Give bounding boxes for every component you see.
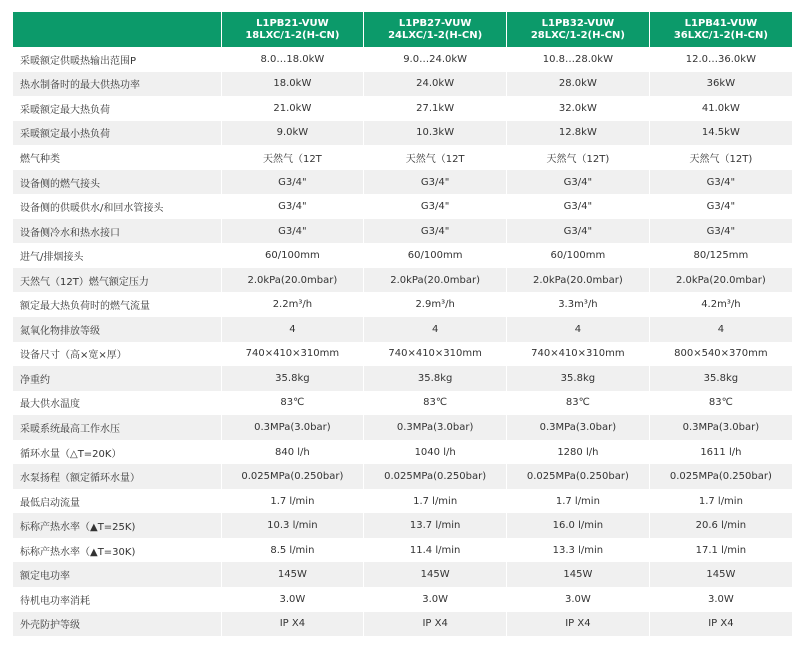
cell-value: 1.7 l/min (364, 489, 507, 514)
cell-value: 0.025MPa(0.250bar) (364, 464, 507, 489)
table-row (13, 243, 792, 268)
table-row (13, 292, 792, 317)
header-row (13, 12, 792, 47)
table-row (13, 587, 792, 612)
cell-value: 13.3 l/min (507, 538, 650, 563)
table-row (13, 145, 792, 170)
cell-value: 24.0kW (364, 72, 507, 97)
cell-value: 天然气（12T) (507, 145, 650, 170)
cell-value: 80/125mm (649, 243, 792, 268)
cell-value: 41.0kW (649, 96, 792, 121)
cell-value: 28.0kW (507, 72, 650, 97)
cell-value: 1.7 l/min (221, 489, 364, 514)
row-label: 待机电功率消耗 (13, 587, 221, 612)
model-variant: 24LXC/1-2(H-CN) (388, 29, 483, 41)
model-header (364, 12, 507, 47)
cell-value: 145W (364, 562, 507, 587)
row-label: 设备侧冷水和热水接口 (13, 219, 221, 244)
cell-value: 2.2m³/h (221, 292, 364, 317)
table-row (13, 342, 792, 367)
table-row (13, 72, 792, 97)
cell-value: 36kW (649, 72, 792, 97)
cell-value: 天然气（12T) (649, 145, 792, 170)
cell-value: 83℃ (221, 391, 364, 416)
row-label: 天然气（12T）燃气额定压力 (13, 268, 221, 293)
cell-value: 83℃ (364, 391, 507, 416)
row-label: 设备尺寸（高×宽×厚） (13, 342, 221, 367)
cell-value: 3.0W (364, 587, 507, 612)
cell-value: 10.3kW (364, 121, 507, 146)
cell-value: 0.3MPa(3.0bar) (507, 415, 650, 440)
row-label: 额定电功率 (13, 562, 221, 587)
cell-value: 8.0…18.0kW (221, 47, 364, 72)
model-name: L1PB21-VUW (256, 17, 329, 29)
cell-value: 12.8kW (507, 121, 650, 146)
table-row (13, 513, 792, 538)
cell-value: 3.3m³/h (507, 292, 650, 317)
table-row (13, 366, 792, 391)
cell-value: G3/4" (221, 194, 364, 219)
cell-value: 17.1 l/min (649, 538, 792, 563)
cell-value: 60/100mm (221, 243, 364, 268)
model-name: L1PB32-VUW (541, 17, 615, 29)
table-row (13, 194, 792, 219)
cell-value: G3/4" (221, 170, 364, 195)
cell-value: 740×410×310mm (507, 342, 650, 367)
cell-value: G3/4" (507, 219, 650, 244)
cell-value: 740×410×310mm (221, 342, 364, 367)
cell-value: 4 (221, 317, 364, 342)
table-row (13, 317, 792, 342)
model-variant: 36LXC/1-2(H-CN) (673, 29, 768, 41)
cell-value: 60/100mm (507, 243, 650, 268)
cell-value: 4 (649, 317, 792, 342)
table-row (13, 47, 792, 72)
row-label: 采暖额定最小热负荷 (13, 121, 221, 146)
cell-value: 2.0kPa(20.0mbar) (364, 268, 507, 293)
row-label: 设备侧的供暖供水/和回水管接头 (13, 194, 221, 219)
cell-value: 4 (507, 317, 650, 342)
cell-value: G3/4" (507, 170, 650, 195)
row-label: 采暖额定最大热负荷 (13, 96, 221, 121)
cell-value: G3/4" (649, 170, 792, 195)
cell-value: 9.0kW (221, 121, 364, 146)
model-variant: 28LXC/1-2(H-CN) (530, 29, 625, 41)
table-row (13, 562, 792, 587)
table-row (13, 268, 792, 293)
cell-value: 4 (364, 317, 507, 342)
cell-value: 3.0W (221, 587, 364, 612)
cell-value: 2.0kPa(20.0mbar) (507, 268, 650, 293)
row-label: 额定最大热负荷时的燃气流量 (13, 292, 221, 317)
row-label: 设备侧的燃气接头 (13, 170, 221, 195)
row-label: 最低启动流量 (13, 489, 221, 514)
cell-value: 35.8kg (221, 366, 364, 391)
model-variant: 18LXC/1-2(H-CN) (245, 29, 340, 41)
cell-value: 35.8kg (649, 366, 792, 391)
cell-value: 32.0kW (507, 96, 650, 121)
cell-value: 4.2m³/h (649, 292, 792, 317)
table-row (13, 121, 792, 146)
cell-value: 2.0kPa(20.0mbar) (649, 268, 792, 293)
cell-value: 145W (507, 562, 650, 587)
cell-value: 21.0kW (221, 96, 364, 121)
model-header (649, 12, 792, 47)
cell-value: 840 l/h (221, 440, 364, 465)
cell-value: 12.0…36.0kW (649, 47, 792, 72)
cell-value: 145W (649, 562, 792, 587)
header-corner (13, 12, 221, 47)
cell-value: 11.4 l/min (364, 538, 507, 563)
row-label: 氮氧化物排放等级 (13, 317, 221, 342)
cell-value: 9.0…24.0kW (364, 47, 507, 72)
cell-value: IP X4 (221, 612, 364, 637)
cell-value: G3/4" (364, 219, 507, 244)
cell-value: 14.5kW (649, 121, 792, 146)
cell-value: 1280 l/h (507, 440, 650, 465)
row-label: 采暖系统最高工作水压 (13, 415, 221, 440)
spec-table (13, 12, 792, 636)
row-label: 水泵扬程（额定循环水量） (13, 464, 221, 489)
table-row (13, 612, 792, 637)
cell-value: 10.8…28.0kW (507, 47, 650, 72)
cell-value: 27.1kW (364, 96, 507, 121)
cell-value: IP X4 (649, 612, 792, 637)
table-row (13, 219, 792, 244)
row-label: 燃气种类 (13, 145, 221, 170)
table-row (13, 391, 792, 416)
model-name: L1PB41-VUW (684, 17, 758, 29)
cell-value: 1040 l/h (364, 440, 507, 465)
cell-value: 83℃ (507, 391, 650, 416)
cell-value: G3/4" (364, 170, 507, 195)
row-label: 标称产热水率（▲T=25K) (13, 513, 221, 538)
cell-value: 0.3MPa(3.0bar) (221, 415, 364, 440)
cell-value: 16.0 l/min (507, 513, 650, 538)
cell-value: 83℃ (649, 391, 792, 416)
cell-value: IP X4 (507, 612, 650, 637)
cell-value: 0.025MPa(0.250bar) (507, 464, 650, 489)
cell-value: 1.7 l/min (507, 489, 650, 514)
cell-value: 0.025MPa(0.250bar) (221, 464, 364, 489)
cell-value: 2.9m³/h (364, 292, 507, 317)
table-row (13, 464, 792, 489)
model-header (221, 12, 364, 47)
cell-value: G3/4" (364, 194, 507, 219)
cell-value: G3/4" (221, 219, 364, 244)
table-row (13, 489, 792, 514)
row-label: 标称产热水率（▲T=30K) (13, 538, 221, 563)
row-label: 净重约 (13, 366, 221, 391)
table-row (13, 538, 792, 563)
cell-value: IP X4 (364, 612, 507, 637)
cell-value: 0.025MPa(0.250bar) (649, 464, 792, 489)
cell-value: 3.0W (649, 587, 792, 612)
cell-value: 20.6 l/min (649, 513, 792, 538)
cell-value: G3/4" (507, 194, 650, 219)
cell-value: 18.0kW (221, 72, 364, 97)
table-row (13, 440, 792, 465)
table-row (13, 170, 792, 195)
row-label: 进气/排烟接头 (13, 243, 221, 268)
table-row (13, 415, 792, 440)
cell-value: 1.7 l/min (649, 489, 792, 514)
row-label: 热水制备时的最大供热功率 (13, 72, 221, 97)
row-label: 外壳防护等级 (13, 612, 221, 637)
cell-value: G3/4" (649, 194, 792, 219)
cell-value: 800×540×370mm (649, 342, 792, 367)
cell-value: 35.8kg (364, 366, 507, 391)
model-header (507, 12, 650, 47)
cell-value: 天然气（12T (221, 145, 364, 170)
cell-value: 8.5 l/min (221, 538, 364, 563)
cell-value: 35.8kg (507, 366, 650, 391)
cell-value: 145W (221, 562, 364, 587)
cell-value: 天然气（12T (364, 145, 507, 170)
table-row (13, 96, 792, 121)
cell-value: 740×410×310mm (364, 342, 507, 367)
spec-table-header (13, 12, 792, 47)
cell-value: 10.3 l/min (221, 513, 364, 538)
cell-value: 2.0kPa(20.0mbar) (221, 268, 364, 293)
spec-table-body (13, 47, 792, 636)
cell-value: 3.0W (507, 587, 650, 612)
cell-value: 60/100mm (364, 243, 507, 268)
row-label: 循环水量（△T=20K） (13, 440, 221, 465)
row-label: 最大供水温度 (13, 391, 221, 416)
cell-value: 0.3MPa(3.0bar) (649, 415, 792, 440)
model-name: L1PB27-VUW (398, 17, 472, 29)
cell-value: 0.3MPa(3.0bar) (364, 415, 507, 440)
cell-value: G3/4" (649, 219, 792, 244)
cell-value: 13.7 l/min (364, 513, 507, 538)
row-label: 采暖额定供暖热输出范围P (13, 47, 221, 72)
cell-value: 1611 l/h (649, 440, 792, 465)
